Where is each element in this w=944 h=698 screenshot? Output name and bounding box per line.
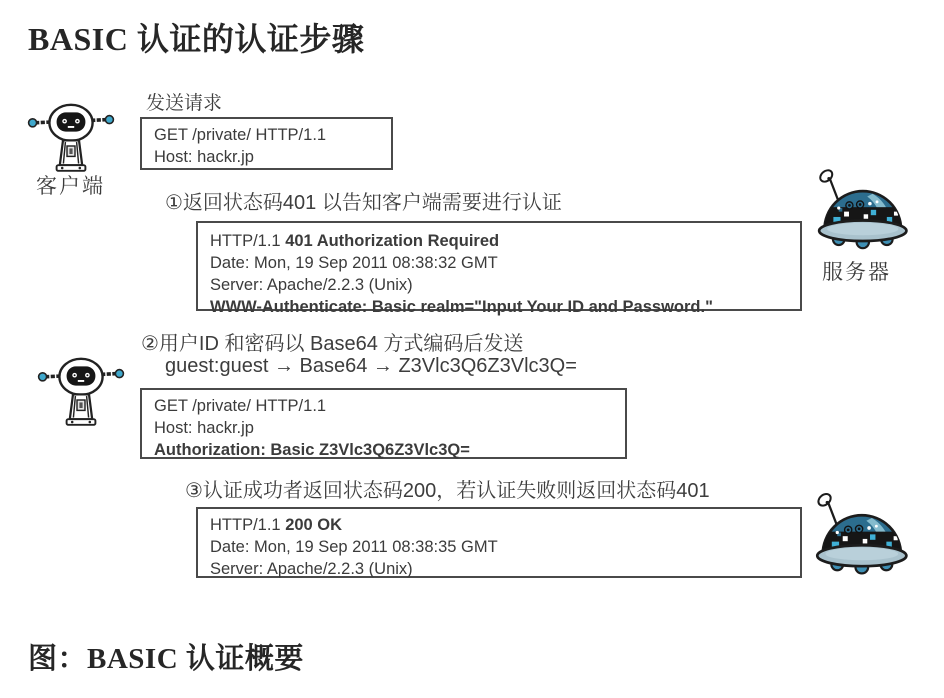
http-request-box-2: [140, 388, 627, 459]
send-request-label: 发送请求: [146, 93, 223, 114]
request-line: Host: hackr.jp: [154, 148, 254, 166]
client-robot-icon: [30, 352, 132, 428]
response-line: Date: Mon, 19 Sep 2011 08:38:32 GMT: [210, 254, 498, 272]
figure-caption: 图：BASIC 认证概要: [28, 643, 304, 675]
request-line: Host: hackr.jp: [154, 419, 254, 437]
response-line: Server: Apache/2.2.3 (Unix): [210, 276, 413, 294]
http-response-box-200: [196, 507, 802, 578]
step3-label: ③认证成功者返回状态码200，若认证失败则返回状态码401: [185, 480, 710, 502]
step1-label: ①返回状态码401 以告知客户端需要进行认证: [165, 192, 562, 214]
status-401: 401 Authorization Required: [285, 232, 500, 250]
www-authenticate-header: WWW-Authenticate: Basic realm="Input Your ID and Password.": [210, 298, 713, 316]
request-line: GET /private/ HTTP/1.1: [154, 397, 327, 415]
server-robot-icon: [812, 166, 910, 251]
authorization-header: Authorization: Basic Z3Vlc3Q6Z3Vlc3Q=: [154, 441, 470, 459]
client-robot-icon: [20, 98, 122, 174]
http-response-box-401: [196, 221, 802, 316]
client-label: 客户端: [36, 175, 105, 198]
server-robot-icon: [810, 488, 910, 578]
status-200: 200 OK: [285, 516, 343, 534]
status-line-prefix: HTTP/1.1: [210, 516, 286, 534]
response-line: Server: Apache/2.2.3 (Unix): [210, 560, 413, 578]
step2-label: ②用户ID 和密码以 Base64 方式编码后发送: [141, 333, 524, 355]
page-title: BASIC 认证的认证步骤: [28, 21, 365, 57]
response-line: [210, 514, 788, 536]
response-line: [210, 230, 788, 252]
request-line: GET /private/ HTTP/1.1: [154, 126, 327, 144]
server-label: 服务器: [822, 261, 891, 284]
response-line: Date: Mon, 19 Sep 2011 08:38:35 GMT: [210, 538, 498, 556]
base64-encoding-line: guest:guest → Base64 → Z3Vlc3Q6Z3Vlc3Q=: [165, 355, 577, 377]
http-request-box-1: [140, 117, 393, 170]
status-line-prefix: HTTP/1.1: [210, 232, 286, 250]
